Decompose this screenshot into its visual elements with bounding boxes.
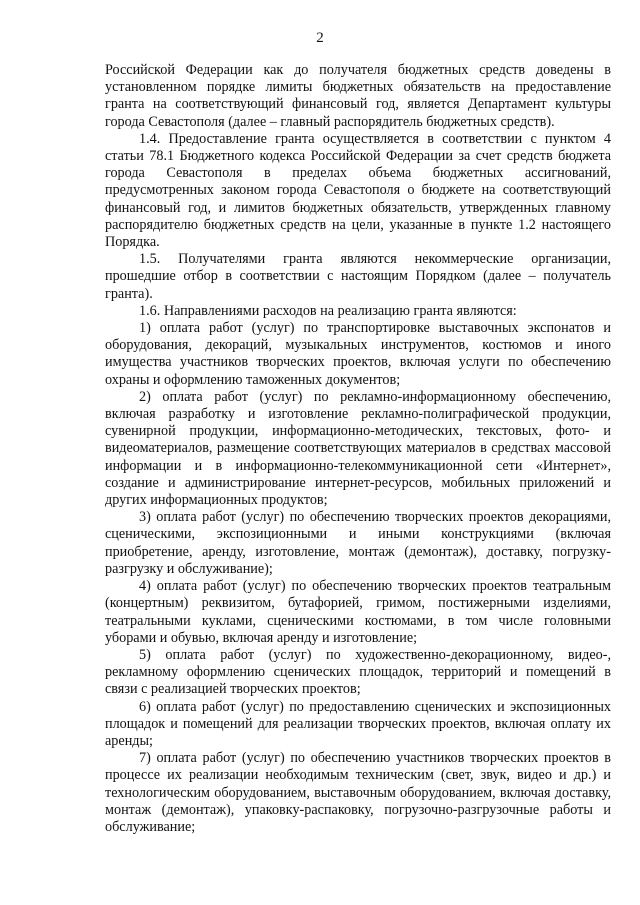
list-item-4: 4) оплата работ (услуг) по обеспечению творческих проектов театральным (концертным) реквизитом, бутафорией, гримом, постижерными изделиями, театральными куклами, сценическими костюмами, в том числе головными уборами и обувью, включая аренду и изготовление; [105, 578, 611, 646]
list-item-7: 7) оплата работ (услуг) по обеспечению участников творческих проектов в процессе их реализации необходимым техническим (свет, звук, видео и др.) и технологическим оборудованием, выставочным оборудованием, включая доставку, монтаж (демонтаж), упаковку-распаковку, погрузочно-разгрузочные работы и обслуживание; [105, 750, 611, 835]
document-body [105, 62, 611, 836]
paragraph-continuation: Российской Федерации как до получателя бюджетных средств доведены в установленном порядке лимиты бюджетных обязательств на предоставление гранта на соответствующий финансовый год, является Департамент культуры города Севастополя (далее – главный распорядитель бюджетных средств). [105, 62, 611, 130]
list-item-2: 2) оплата работ (услуг) по рекламно-информационному обеспечению, включая разработку и изготовление рекламно-полиграфической продукции, сувенирной продукции, информационно-методических, текстовых, фото- и видеоматериалов, размещение соответствующих материалов в средствах массовой информации и в информационно-телекоммуникационной сети «Интернет», создание и администрирование интернет-ресурсов, мобильных приложений и других информационных продуктов; [105, 388, 611, 509]
page-number: 2 [316, 30, 324, 46]
list-item-1: 1) оплата работ (услуг) по транспортировке выставочных экспонатов и оборудования, декораций, музыкальных инструментов, костюмов и иного имущества участников творческих проектов, включая услуги по обеспечению охраны и оформлению таможенных документов; [105, 320, 611, 388]
paragraph-1-5: 1.5. Получателями гранта являются некоммерческие организации, прошедшие отбор в соответствии с настоящим Порядком (далее – получатель гранта). [105, 251, 611, 302]
paragraph-1-4: 1.4. Предоставление гранта осуществляется в соответствии с пунктом 4 статьи 78.1 Бюджетного кодекса Российской Федерации за счет средств бюджета города Севастополя в пределах объема бюджетных ассигнований, предусмотренных законом города Севастополя о бюджете на соответствующий финансовый год, и лимитов бюджетных обязательств, утвержденных главному распорядителю бюджетных средств на цели, указанные в пункте 1.2 настоящего Порядка. [105, 130, 611, 251]
list-item-6: 6) оплата работ (услуг) по предоставлению сценических и экспозиционных площадок и помещений для реализации творческих проектов, включая оплату их аренды; [105, 698, 611, 749]
list-item-5: 5) оплата работ (услуг) по художественно-декорационному, видео-, рекламному оформлению сценических площадок, территорий и помещений в связи с реализацией творческих проектов; [105, 646, 611, 698]
paragraph-1-6: 1.6. Направлениями расходов на реализацию гранта являются: [139, 302, 517, 319]
list-item-3: 3) оплата работ (услуг) по обеспечению творческих проектов декорациями, сценическими, экспозиционными и иными конструкциями (включая приобретение, аренду, изготовление, монтаж (демонтаж), доставку, погрузку-разгрузку и обслуживание); [105, 509, 611, 577]
